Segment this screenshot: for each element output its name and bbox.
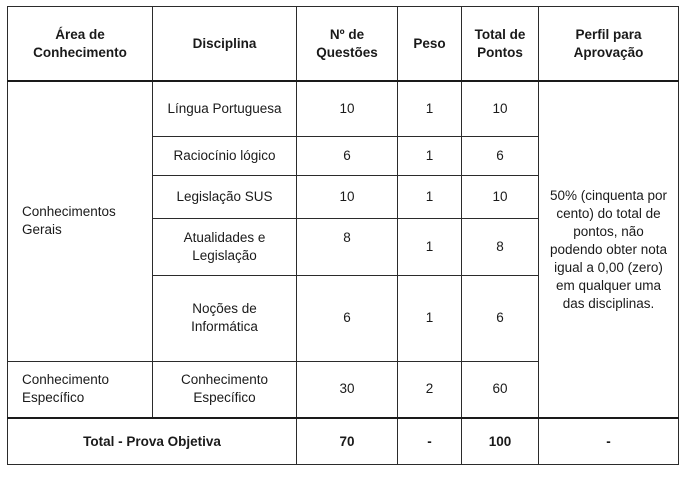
total-peso: - — [398, 418, 462, 465]
questoes-cell: 10 — [297, 175, 398, 218]
disciplina-cell: Conhecimento Específico — [153, 361, 297, 418]
disciplina-cell: Raciocínio lógico — [153, 136, 297, 175]
questoes-cell: 6 — [297, 136, 398, 175]
header-perfil: Perfil para Aprovação — [539, 7, 679, 82]
header-area: Área de Conhecimento — [8, 7, 153, 82]
questoes-cell: 8 — [297, 218, 398, 275]
exam-table — [7, 6, 679, 465]
questoes-cell: 30 — [297, 361, 398, 418]
disciplina-cell: Atualidades e Legislação — [153, 218, 297, 275]
total-cell: 10 — [462, 81, 539, 136]
table-row — [8, 81, 679, 136]
total-cell: 10 — [462, 175, 539, 218]
disciplina-cell: Legislação SUS — [153, 175, 297, 218]
header-row — [8, 7, 679, 82]
questoes-cell: 10 — [297, 81, 398, 136]
total-perfil: - — [539, 418, 679, 465]
header-disciplina: Disciplina — [153, 7, 297, 82]
total-pontos: 100 — [462, 418, 539, 465]
header-questoes: Nº de Questões — [297, 7, 398, 82]
total-cell: 6 — [462, 136, 539, 175]
peso-cell: 1 — [398, 136, 462, 175]
perfil-cell: 50% (cinquenta por cento) do total de pontos, não podendo obter nota igual a 0,00 (zero) em qualquer uma das disciplinas. — [539, 81, 679, 418]
total-row — [8, 418, 679, 465]
total-cell: 60 — [462, 361, 539, 418]
peso-cell: 1 — [398, 175, 462, 218]
peso-cell: 1 — [398, 218, 462, 275]
disciplina-cell: Língua Portuguesa — [153, 81, 297, 136]
peso-cell: 1 — [398, 275, 462, 361]
peso-cell: 2 — [398, 361, 462, 418]
total-questoes: 70 — [297, 418, 398, 465]
header-peso: Peso — [398, 7, 462, 82]
disciplina-cell: Noções de Informática — [153, 275, 297, 361]
peso-cell: 1 — [398, 81, 462, 136]
area-cell: Conhecimentos Gerais — [8, 81, 153, 361]
area-cell: Conhecimento Específico — [8, 361, 153, 418]
questoes-cell: 6 — [297, 275, 398, 361]
total-label: Total - Prova Objetiva — [8, 418, 297, 465]
total-cell: 8 — [462, 218, 539, 275]
total-cell: 6 — [462, 275, 539, 361]
header-total: Total de Pontos — [462, 7, 539, 82]
